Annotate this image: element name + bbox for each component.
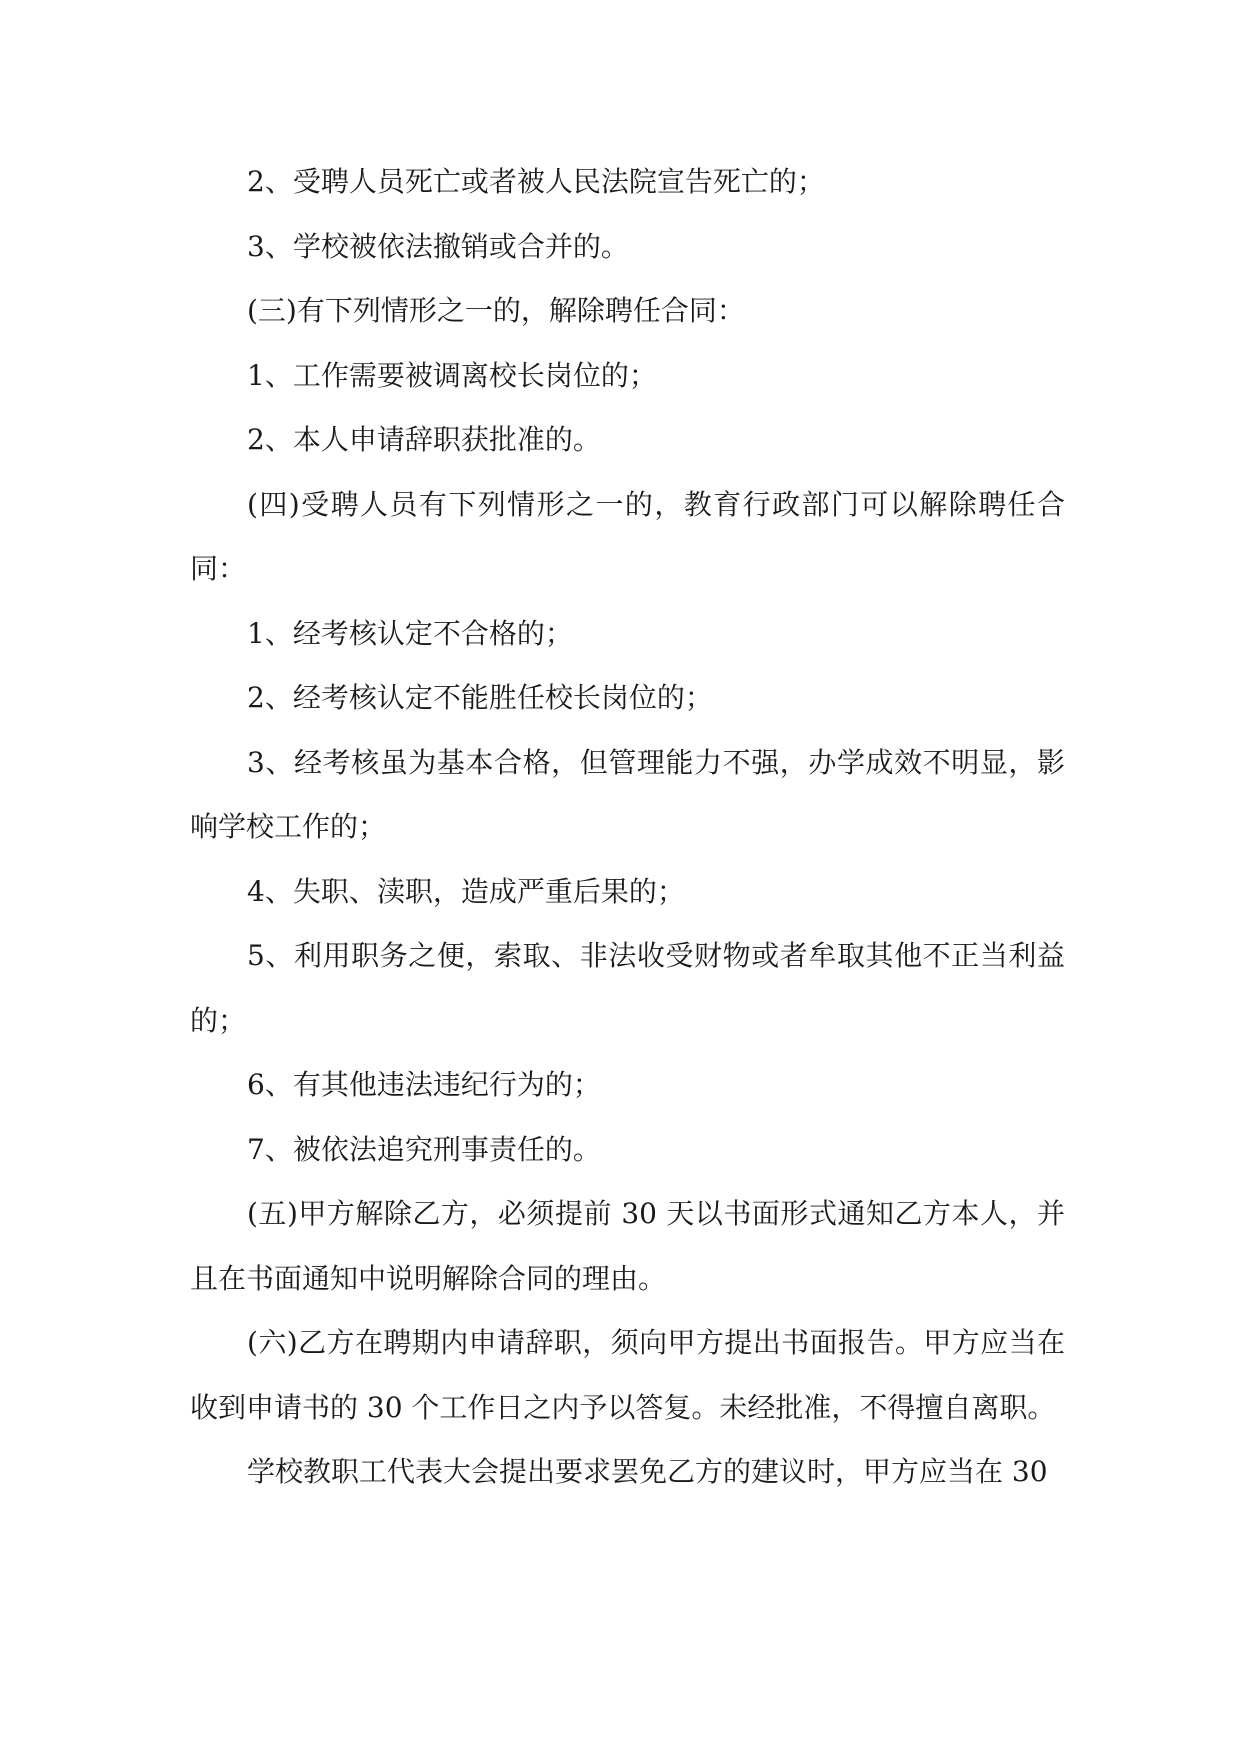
paragraph-15: (六)乙方在聘期内申请辞职，须向甲方提出书面报告。甲方应当在收到申请书的 30 个工作日之内予以答复。未经批准，不得擅自离职。 — [190, 1326, 1065, 1424]
paragraph-8: 2、经考核认定不能胜任校长岗位的； — [247, 681, 713, 714]
paragraph-3: (三)有下列情形之一的，解除聘任合同： — [247, 294, 745, 327]
paragraph-4: 1、工作需要被调离校长岗位的； — [247, 358, 657, 392]
paragraph-9: 3、经考核虽为基本合格，但管理能力不强，办学成效不明显，影响学校工作的； — [190, 745, 1065, 843]
paragraph-1: 2、受聘人员死亡或者被人民法院宣告死亡的； — [247, 165, 825, 198]
paragraph-6: (四)受聘人员有下列情形之一的，教育行政部门可以解除聘任合同： — [190, 487, 1065, 585]
paragraph-11: 5、利用职务之便，索取、非法收受财物或者牟取其他不正当利益的； — [190, 939, 1065, 1037]
paragraph-12: 6、有其他违法违纪行为的； — [247, 1068, 601, 1101]
paragraph-16: 学校教职工代表大会提出要求罢免乙方的建议时，甲方应当在 30 — [247, 1455, 1048, 1488]
paragraph-5: 2、本人申请辞职获批准的。 — [247, 423, 601, 456]
document-body — [190, 150, 1065, 1505]
paragraph-14: (五)甲方解除乙方，必须提前 30 天以书面形式通知乙方本人，并且在书面通知中说明解除合同的理由。 — [190, 1197, 1065, 1295]
paragraph-2: 3、学校被依法撤销或合并的。 — [247, 229, 629, 263]
paragraph-10: 4、失职、渎职，造成严重后果的； — [247, 874, 685, 908]
paragraph-13: 7、被依法追究刑事责任的。 — [247, 1132, 601, 1166]
paragraph-7: 1、经考核认定不合格的； — [247, 616, 573, 650]
